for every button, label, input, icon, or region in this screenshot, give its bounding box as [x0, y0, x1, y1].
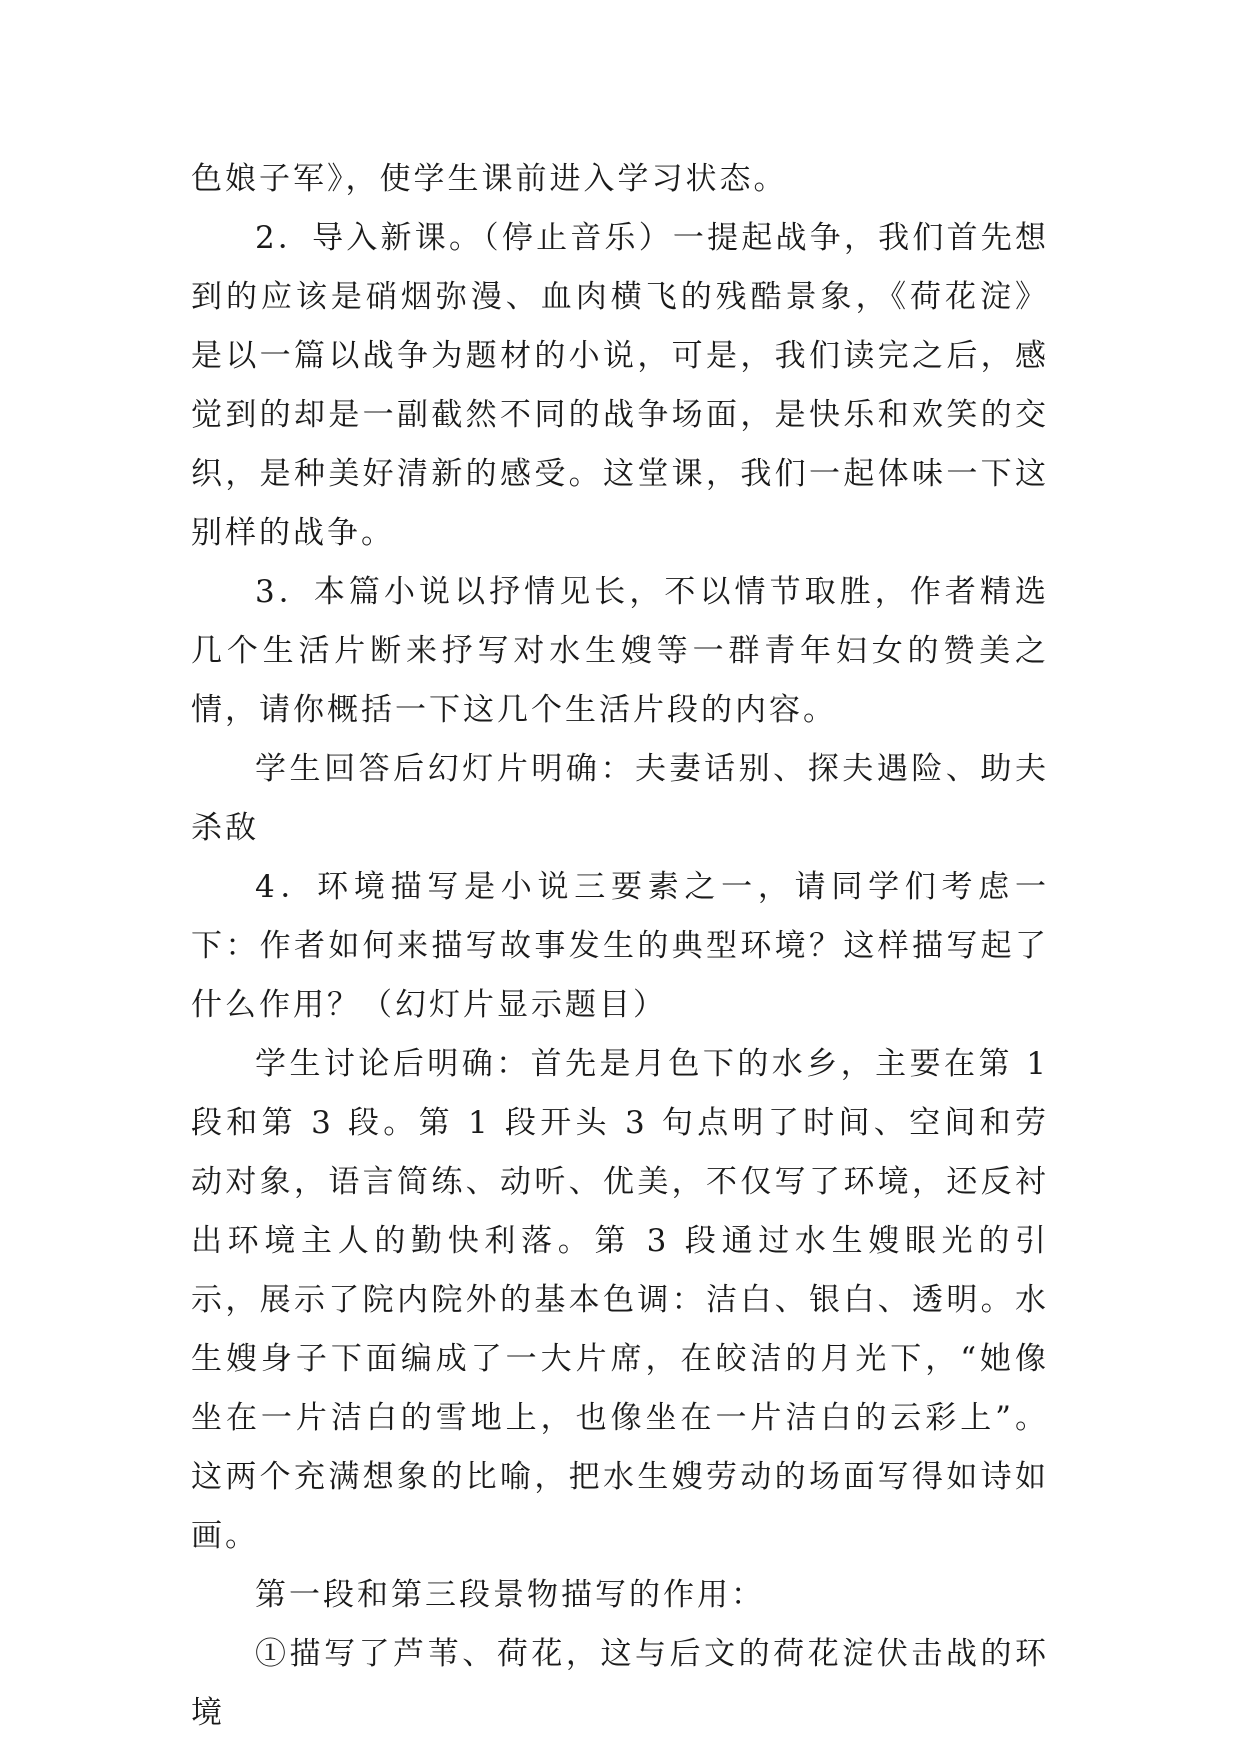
paragraph-item-3: 3．本篇小说以抒情见长，不以情节取胜，作者精选几个生活片断来抒写对水生嫂等一群青年妇女的赞美之情，请你概括一下这几个生活片段的内容。 — [191, 574, 1049, 728]
paragraph-answer-4: 学生讨论后明确：首先是月色下的水乡，主要在第 1 段和第 3 段。第 1 段开头 3 句点明了时间、空间和劳动对象，语言简练、动听、优美，不仅写了环境，还反衬出环境主人的勤快利落。第 3 段通过水生嫂眼光的引示，展示了院内院外的基本色调：洁白、银白、透明。水生嫂身子下面编成了一大片席，在皎洁的月光下，“她像坐在一片洁白的雪地上，也像坐在一片洁白的云彩上”。这两个充满想象的比喻，把水生嫂劳动的场面写得如诗如画。 — [191, 1046, 1049, 1554]
paragraph-item-2: 2．导入新课。（停止音乐）一提起战争，我们首先想到的应该是硝烟弥漫、血肉横飞的残酷景象，《荷花淀》是以一篇以战争为题材的小说，可是，我们读完之后，感觉到的却是一副截然不同的战争场面，是快乐和欢笑的交织，是种美好清新的感受。这堂课，我们一起体味一下这别样的战争。 — [191, 220, 1049, 551]
paragraph-continuation: 色娘子军》，使学生课前进入学习状态。 — [191, 161, 788, 197]
paragraph-answer-3: 学生回答后幻灯片明确：夫妻话别、探夫遇险、助夫杀敌 — [191, 751, 1049, 846]
paragraph-function-1: ①描写了芦苇、荷花，这与后文的荷花淀伏击战的环境 — [191, 1636, 1049, 1731]
paragraph-item-4: 4．环境描写是小说三要素之一，请同学们考虑一下：作者如何来描写故事发生的典型环境？这样描写起了什么作用？（幻灯片显示题目） — [191, 869, 1049, 1023]
document-page — [191, 150, 1049, 1743]
paragraph-function-heading: 第一段和第三段景物描写的作用： — [255, 1577, 765, 1613]
